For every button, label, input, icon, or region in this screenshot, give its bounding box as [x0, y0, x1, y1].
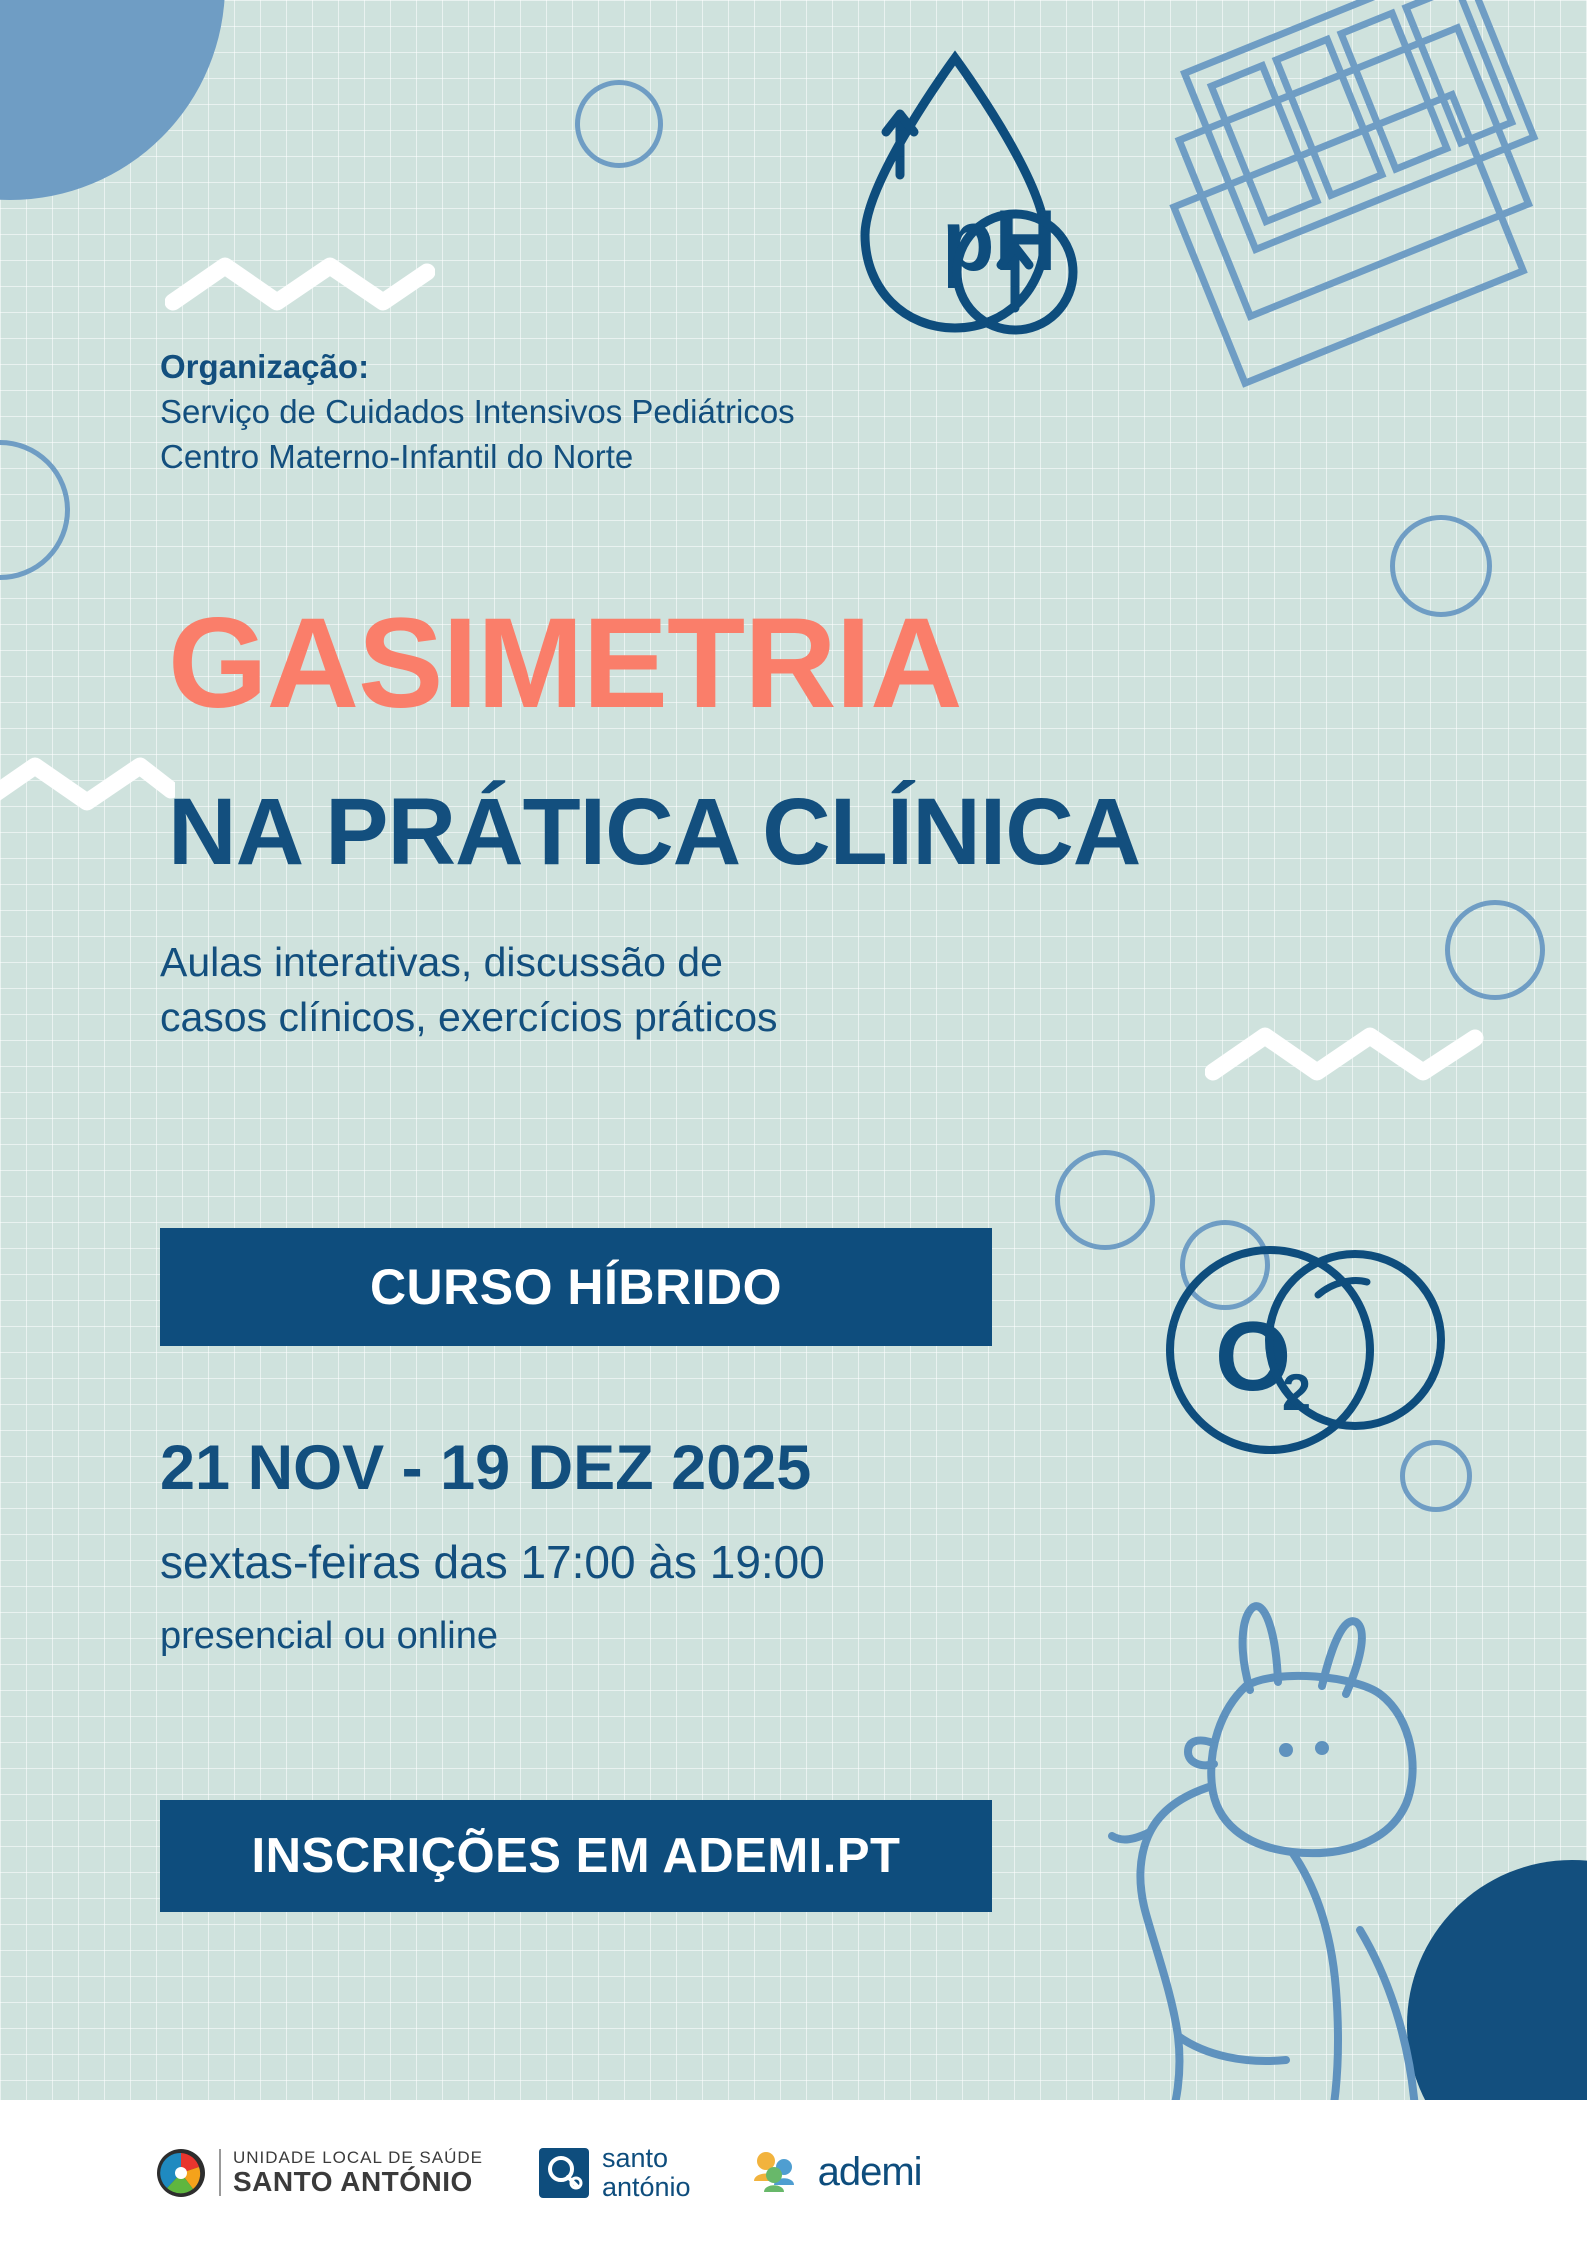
course-format-badge: CURSO HÍBRIDO [160, 1228, 992, 1346]
description [160, 935, 778, 1046]
course-dates: 21 NOV - 19 DEZ 2025 [160, 1433, 812, 1503]
uls-text-block [219, 2149, 483, 2196]
enrollment-badge[interactable]: INSCRIÇÕES EM ADEMI.PT [160, 1800, 992, 1912]
footer-logos [0, 2100, 1587, 2245]
course-mode: presencial ou online [160, 1615, 499, 1657]
santo-antonio-line-1: santo [601, 2143, 669, 2174]
course-schedule: sextas-feiras das 17:00 às 19:00 [160, 1536, 825, 1588]
page-title: GASIMETRIA [168, 592, 962, 735]
ademi-logo [746, 2147, 922, 2199]
organization-line-2: Centro Materno-Infantil do Norte [160, 437, 634, 475]
o2-subscript: 2 [1282, 1364, 1311, 1422]
ademi-mark-icon [746, 2147, 806, 2199]
santo-antonio-text-block [602, 2144, 691, 2201]
organization-label: Organização: [160, 348, 370, 385]
uls-line-1: UNIDADE LOCAL DE SAÚDE [233, 2147, 483, 2167]
ph-label: pH [942, 193, 1057, 289]
ademi-wordmark: ademi [817, 2150, 922, 2194]
santo-antonio-mark-icon [538, 2147, 590, 2199]
description-line-2: casos clínicos, exercícios práticos [160, 994, 778, 1041]
uls-santo-antonio-logo [155, 2147, 483, 2199]
santo-antonio-logo [538, 2144, 691, 2201]
organization-line-1: Serviço de Cuidados Intensivos Pediátricos [160, 392, 795, 430]
page-subtitle: NA PRÁTICA CLÍNICA [168, 779, 1141, 885]
description-line-1: Aulas interativas, discussão de [160, 939, 723, 985]
santo-antonio-line-2: antónio [601, 2171, 691, 2202]
organization-block [160, 345, 795, 480]
uls-line-2: SANTO ANTÓNIO [233, 2165, 473, 2197]
uls-mark-icon [155, 2147, 207, 2199]
o2-label: O [1215, 1301, 1292, 1411]
